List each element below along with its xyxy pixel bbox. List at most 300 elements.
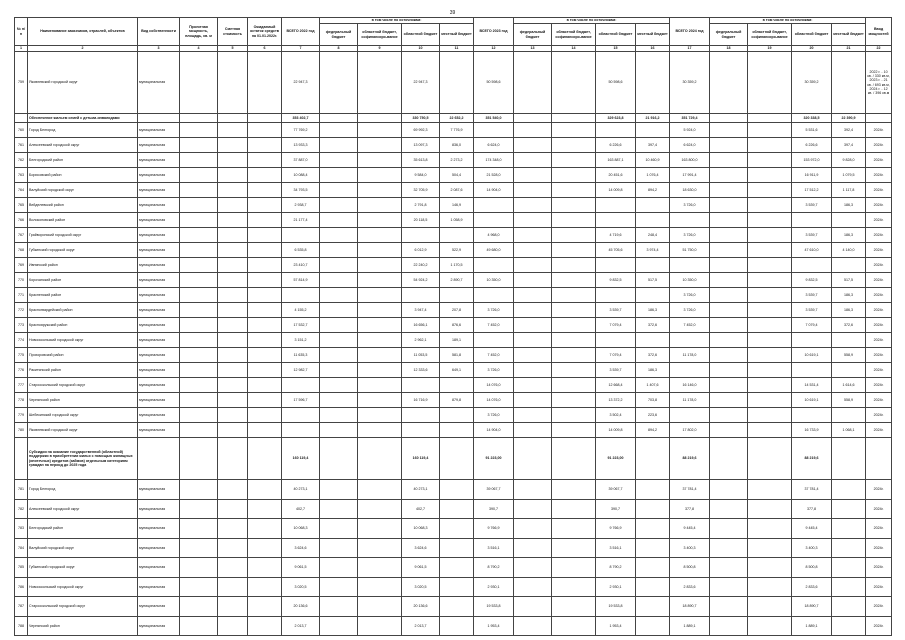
cell-m23: 1 407,6 [636, 378, 670, 393]
cell-total22 [282, 228, 320, 243]
cell-m24: 1 079,5 [832, 168, 866, 183]
cell-c4 [180, 198, 218, 213]
budget-table [14, 17, 892, 636]
cell-total23: 14 904,0 [474, 423, 514, 438]
cell-commis: 2024г. [866, 138, 892, 153]
cell-no: 784 [15, 538, 28, 558]
cell-o22: 3 624,6 [402, 538, 440, 558]
cell-total23: 174 348,0 [474, 153, 514, 168]
cell-c5 [218, 153, 248, 168]
cell-no: 778 [15, 393, 28, 408]
column-index-cell: 12 [474, 46, 514, 52]
cell-f24 [710, 378, 748, 393]
cell-o24: 377,8 [792, 499, 832, 519]
cell-m23 [636, 577, 670, 597]
cell-m22: 2 087,6 [440, 183, 474, 198]
cell-co24 [748, 348, 792, 363]
cell-m24: 22 390,9 [832, 114, 866, 123]
cell-m22 [440, 423, 474, 438]
cell-total23: 4 968,0 [474, 228, 514, 243]
cell-no: 785 [15, 558, 28, 578]
header-name: Наименование заказчиков, отраслей, объектов [28, 18, 138, 46]
cell-own: муниципальная [138, 183, 180, 198]
header-mest-2022: местный бюджет [440, 24, 474, 46]
cell-co23 [552, 438, 596, 480]
cell-m23: 894,2 [636, 183, 670, 198]
cell-total24 [670, 363, 710, 378]
cell-c6 [248, 393, 282, 408]
cell-f24 [710, 393, 748, 408]
cell-co24 [748, 438, 792, 480]
table-row [15, 183, 892, 198]
cell-commis: 2024г. [866, 213, 892, 228]
cell-co22 [358, 198, 402, 213]
cell-f24 [710, 408, 748, 423]
cell-m24 [832, 538, 866, 558]
cell-commis: 2024г. [866, 616, 892, 636]
table-row [15, 123, 892, 138]
table-row [15, 258, 892, 273]
cell-total23 [474, 333, 514, 348]
cell-o23: 14 009,8 [596, 423, 636, 438]
cell-total24: 10 350,0 [670, 273, 710, 288]
cell-o23: 390,7 [596, 499, 636, 519]
cell-c4 [180, 499, 218, 519]
cell-commis: 2024г. [866, 480, 892, 500]
cell-total22: 402,7 [282, 499, 320, 519]
cell-f24 [710, 243, 748, 258]
cell-co23 [552, 243, 596, 258]
cell-o22: 20 118,5 [402, 213, 440, 228]
cell-c5 [218, 258, 248, 273]
cell-own: муниципальная [138, 519, 180, 539]
cell-co22 [358, 378, 402, 393]
cell-name: Старооскольский городской округ [28, 597, 138, 617]
cell-own: муниципальная [138, 213, 180, 228]
cell-f22 [320, 52, 358, 114]
cell-co22 [358, 393, 402, 408]
cell-total24: 7 452,0 [670, 318, 710, 333]
cell-m24 [832, 480, 866, 500]
cell-co23 [552, 52, 596, 114]
cell-co24 [748, 408, 792, 423]
cell-total22: 40 273,1 [282, 480, 320, 500]
cell-m23 [636, 519, 670, 539]
cell-name: Чернянский район [28, 393, 138, 408]
cell-total23 [474, 198, 514, 213]
cell-total22: 10 088,4 [282, 168, 320, 183]
cell-c5 [218, 213, 248, 228]
cell-m22: 504,4 [440, 168, 474, 183]
cell-f24 [710, 273, 748, 288]
cell-total24: 16 146,0 [670, 378, 710, 393]
cell-f23 [514, 538, 552, 558]
cell-total23: 3 726,0 [474, 408, 514, 423]
cell-c6 [248, 519, 282, 539]
table-row [15, 243, 892, 258]
cell-o23 [596, 213, 636, 228]
cell-m22: 1 170,5 [440, 258, 474, 273]
cell-o24: 37 781,4 [792, 480, 832, 500]
cell-o24: 17 512,2 [792, 183, 832, 198]
cell-o23: 3 516,1 [596, 538, 636, 558]
cell-m23 [636, 499, 670, 519]
cell-f22 [320, 577, 358, 597]
cell-own: муниципальная [138, 153, 180, 168]
cell-f22 [320, 213, 358, 228]
cell-own: муниципальная [138, 303, 180, 318]
cell-m22: 1 058,9 [440, 213, 474, 228]
cell-f22 [320, 303, 358, 318]
cell-no: 766 [15, 213, 28, 228]
cell-m24: 4 140,0 [832, 243, 866, 258]
table-row [15, 288, 892, 303]
cell-c6 [248, 408, 282, 423]
cell-m24 [832, 213, 866, 228]
cell-co23 [552, 114, 596, 123]
cell-m23 [636, 597, 670, 617]
cell-no: 775 [15, 348, 28, 363]
cell-own [138, 114, 180, 123]
cell-f23 [514, 348, 552, 363]
cell-own: муниципальная [138, 123, 180, 138]
cell-co22 [358, 597, 402, 617]
cell-commis: 2024г. [866, 228, 892, 243]
cell-name: Алексеевский городской округ [28, 499, 138, 519]
cell-co22 [358, 153, 402, 168]
cell-commis: 2024г. [866, 153, 892, 168]
cell-no: 764 [15, 183, 28, 198]
cell-no: 770 [15, 273, 28, 288]
cell-commis: 2024г. [866, 123, 892, 138]
cell-f23 [514, 378, 552, 393]
cell-o22: 20 136,6 [402, 597, 440, 617]
cell-f24 [710, 153, 748, 168]
cell-f24 [710, 318, 748, 333]
header-sources-2024: в том числе по источникам: [710, 18, 866, 24]
cell-f22 [320, 123, 358, 138]
cell-o24: 6 226,6 [792, 138, 832, 153]
cell-o23 [596, 333, 636, 348]
cell-c6 [248, 258, 282, 273]
cell-c4 [180, 538, 218, 558]
cell-co23 [552, 183, 596, 198]
cell-o23: 14 009,8 [596, 183, 636, 198]
cell-total23: 8 790,2 [474, 558, 514, 578]
cell-total22: 17 532,7 [282, 318, 320, 333]
cell-name: Новооскольский городской округ [28, 577, 138, 597]
cell-f22 [320, 519, 358, 539]
cell-co22 [358, 558, 402, 578]
header-oblco-2024: областной бюджет, софинансиро-вание [748, 24, 792, 46]
cell-o23 [596, 198, 636, 213]
table-row [15, 480, 892, 500]
cell-m24: 1 068,1 [832, 423, 866, 438]
cell-co24 [748, 423, 792, 438]
cell-c6 [248, 228, 282, 243]
cell-no: 786 [15, 577, 28, 597]
cell-f24 [710, 228, 748, 243]
cell-co23 [552, 318, 596, 333]
cell-o23: 3 539,7 [596, 363, 636, 378]
cell-co24 [748, 480, 792, 500]
cell-f23 [514, 183, 552, 198]
cell-c5 [218, 393, 248, 408]
header-obl-2023: областной бюджет [596, 24, 636, 46]
cell-co24 [748, 288, 792, 303]
cell-f24 [710, 558, 748, 578]
cell-o24: 7 079,4 [792, 318, 832, 333]
header-ownership: Вид собственности [138, 18, 180, 46]
cell-total24: 377,8 [670, 499, 710, 519]
cell-m24: 392,4 [832, 123, 866, 138]
cell-c4 [180, 168, 218, 183]
cell-total24: 17 802,0 [670, 423, 710, 438]
cell-own: муниципальная [138, 616, 180, 636]
cell-f22 [320, 348, 358, 363]
cell-c4 [180, 138, 218, 153]
cell-co23 [552, 408, 596, 423]
cell-name: Валуйский городской округ [28, 183, 138, 198]
cell-f24 [710, 333, 748, 348]
cell-c6 [248, 168, 282, 183]
cell-o24: 16 733,9 [792, 423, 832, 438]
cell-f22 [320, 438, 358, 480]
cell-commis: 2024г. [866, 519, 892, 539]
cell-c5 [218, 538, 248, 558]
cell-commis: 2024г. [866, 558, 892, 578]
cell-c5 [218, 616, 248, 636]
cell-commis: 2024г. [866, 318, 892, 333]
cell-total23 [474, 123, 514, 138]
cell-m22: 836,0 [440, 138, 474, 153]
cell-co24 [748, 538, 792, 558]
cell-c6 [248, 138, 282, 153]
table-row [15, 616, 892, 636]
cell-total24: 9 445,4 [670, 519, 710, 539]
cell-c6 [248, 114, 282, 123]
cell-o22 [402, 288, 440, 303]
header-obl-2022: областной бюджет [402, 24, 440, 46]
cell-total24: 5 924,0 [670, 123, 710, 138]
column-index-cell: 2 [28, 46, 138, 52]
cell-c6 [248, 243, 282, 258]
cell-m24 [832, 363, 866, 378]
cell-name: Валуйский городской округ [28, 538, 138, 558]
cell-co23 [552, 138, 596, 153]
cell-no: 783 [15, 519, 28, 539]
cell-own: муниципальная [138, 597, 180, 617]
cell-own: муниципальная [138, 198, 180, 213]
cell-o22 [402, 423, 440, 438]
cell-no: 772 [15, 303, 28, 318]
cell-total23: 1 953,4 [474, 616, 514, 636]
column-index-cell: 13 [514, 46, 552, 52]
cell-own: муниципальная [138, 480, 180, 500]
cell-co22 [358, 114, 402, 123]
cell-c6 [248, 480, 282, 500]
cell-f24 [710, 183, 748, 198]
cell-commis: 2024г. [866, 363, 892, 378]
cell-total24: 37 781,4 [670, 480, 710, 500]
cell-total22: 23 410,7 [282, 258, 320, 273]
cell-m22: 649,1 [440, 363, 474, 378]
cell-c5 [218, 228, 248, 243]
cell-c4 [180, 288, 218, 303]
cell-co24 [748, 318, 792, 333]
cell-f23 [514, 52, 552, 114]
cell-total22: 37 887,0 [282, 153, 320, 168]
cell-total24: 3 400,3 [670, 538, 710, 558]
cell-c6 [248, 288, 282, 303]
cell-o22 [402, 408, 440, 423]
table-row [15, 393, 892, 408]
cell-c4 [180, 519, 218, 539]
cell-o22: 22 240,2 [402, 258, 440, 273]
cell-f24 [710, 52, 748, 114]
cell-own: муниципальная [138, 318, 180, 333]
cell-commis: 2022 г. - 10 кв. / 330 кв.м, 2023 г. - 21 кв. / 693 кв.м, 2024 г. - 12 кв. / 396 кв.м [866, 52, 892, 114]
cell-o24: 9 445,4 [792, 519, 832, 539]
table-row [15, 228, 892, 243]
cell-co23 [552, 123, 596, 138]
table-row [15, 213, 892, 228]
cell-c5 [218, 168, 248, 183]
cell-co23 [552, 519, 596, 539]
cell-co24 [748, 519, 792, 539]
cell-total23: 14 076,0 [474, 393, 514, 408]
cell-c5 [218, 348, 248, 363]
cell-m23 [636, 538, 670, 558]
cell-o24: 3 539,7 [792, 303, 832, 318]
cell-total22: 10 068,3 [282, 519, 320, 539]
cell-o22: 12 333,6 [402, 363, 440, 378]
cell-co23 [552, 213, 596, 228]
cell-commis: 2024г. [866, 333, 892, 348]
cell-c6 [248, 153, 282, 168]
cell-total23: 49 680,0 [474, 243, 514, 258]
cell-name: Волоконовский район [28, 213, 138, 228]
cell-own: муниципальная [138, 243, 180, 258]
cell-no: 763 [15, 168, 28, 183]
cell-commis: 2024г. [866, 198, 892, 213]
cell-total23: 14 904,0 [474, 183, 514, 198]
cell-c4 [180, 303, 218, 318]
cell-o22 [402, 378, 440, 393]
column-index-cell: 3 [138, 46, 180, 52]
cell-c5 [218, 363, 248, 378]
cell-o23: 7 079,4 [596, 318, 636, 333]
cell-total23: 7 452,0 [474, 348, 514, 363]
cell-name: Алексеевский городской округ [28, 138, 138, 153]
cell-o22: 69 992,3 [402, 123, 440, 138]
cell-name: Старооскольский городской округ [28, 378, 138, 393]
cell-total22: 22 947,3 [282, 52, 320, 114]
table-row [15, 423, 892, 438]
cell-total24: 3 726,0 [670, 228, 710, 243]
cell-total22: 160 119,4 [282, 438, 320, 480]
cell-o24: 3 400,3 [792, 538, 832, 558]
cell-total23 [474, 213, 514, 228]
column-index-cell: 20 [792, 46, 832, 52]
cell-o24: 153 972,0 [792, 153, 832, 168]
cell-f24 [710, 213, 748, 228]
cell-co22 [358, 183, 402, 198]
cell-m22 [440, 577, 474, 597]
cell-total22: 57 814,9 [282, 273, 320, 288]
cell-c4 [180, 258, 218, 273]
page-number: 39 [449, 10, 456, 16]
cell-f23 [514, 499, 552, 519]
cell-total23: 91 223,00 [474, 438, 514, 480]
cell-total22: 17 596,7 [282, 393, 320, 408]
cell-own: муниципальная [138, 538, 180, 558]
cell-c4 [180, 616, 218, 636]
cell-commis: 2024г. [866, 243, 892, 258]
cell-no: 760 [15, 123, 28, 138]
cell-name: Яковлевский городской округ [28, 52, 138, 114]
cell-f24 [710, 438, 748, 480]
header-total-2023: ВСЕГО 2023 год [474, 18, 514, 46]
cell-f22 [320, 538, 358, 558]
cell-co22 [358, 303, 402, 318]
cell-name: Прохоровский район [28, 348, 138, 363]
cell-f23 [514, 558, 552, 578]
cell-m22: 879,8 [440, 393, 474, 408]
cell-commis: 2024г. [866, 408, 892, 423]
cell-total22: 9 061,5 [282, 558, 320, 578]
cell-c4 [180, 273, 218, 288]
cell-c4 [180, 213, 218, 228]
cell-c5 [218, 423, 248, 438]
cell-own: муниципальная [138, 363, 180, 378]
cell-c4 [180, 228, 218, 243]
cell-m24: 1 614,6 [832, 378, 866, 393]
cell-o22: 16 656,1 [402, 318, 440, 333]
cell-co23 [552, 168, 596, 183]
cell-total24: 30 359,2 [670, 52, 710, 114]
cell-m22 [440, 616, 474, 636]
cell-f24 [710, 288, 748, 303]
cell-c6 [248, 538, 282, 558]
cell-name: Город Белгород [28, 480, 138, 500]
header-oblco-2023: областной бюджет, софинансиро-вание [552, 24, 596, 46]
cell-o23: 2 930,1 [596, 577, 636, 597]
cell-m24: 1 117,8 [832, 183, 866, 198]
cell-f24 [710, 499, 748, 519]
cell-f22 [320, 333, 358, 348]
cell-c6 [248, 183, 282, 198]
cell-f23 [514, 168, 552, 183]
header-capacity: Проектная мощность, площадь, кв. м [180, 18, 218, 46]
cell-commis: 2024г. [866, 597, 892, 617]
cell-name: Корочанский район [28, 273, 138, 288]
header-commissioning: Ввод мощностей [866, 18, 892, 46]
cell-c6 [248, 52, 282, 114]
table-body [15, 52, 892, 636]
cell-o22: 330 750,5 [402, 114, 440, 123]
cell-m23: 223,6 [636, 408, 670, 423]
cell-m23 [636, 558, 670, 578]
cell-own: муниципальная [138, 577, 180, 597]
cell-total24: 18 890,7 [670, 597, 710, 617]
cell-m23: 10 460,9 [636, 153, 670, 168]
cell-total23: 10 350,0 [474, 273, 514, 288]
cell-m24: 517,5 [832, 273, 866, 288]
cell-total23: 390,7 [474, 499, 514, 519]
cell-no: 782 [15, 499, 28, 519]
cell-co24 [748, 597, 792, 617]
